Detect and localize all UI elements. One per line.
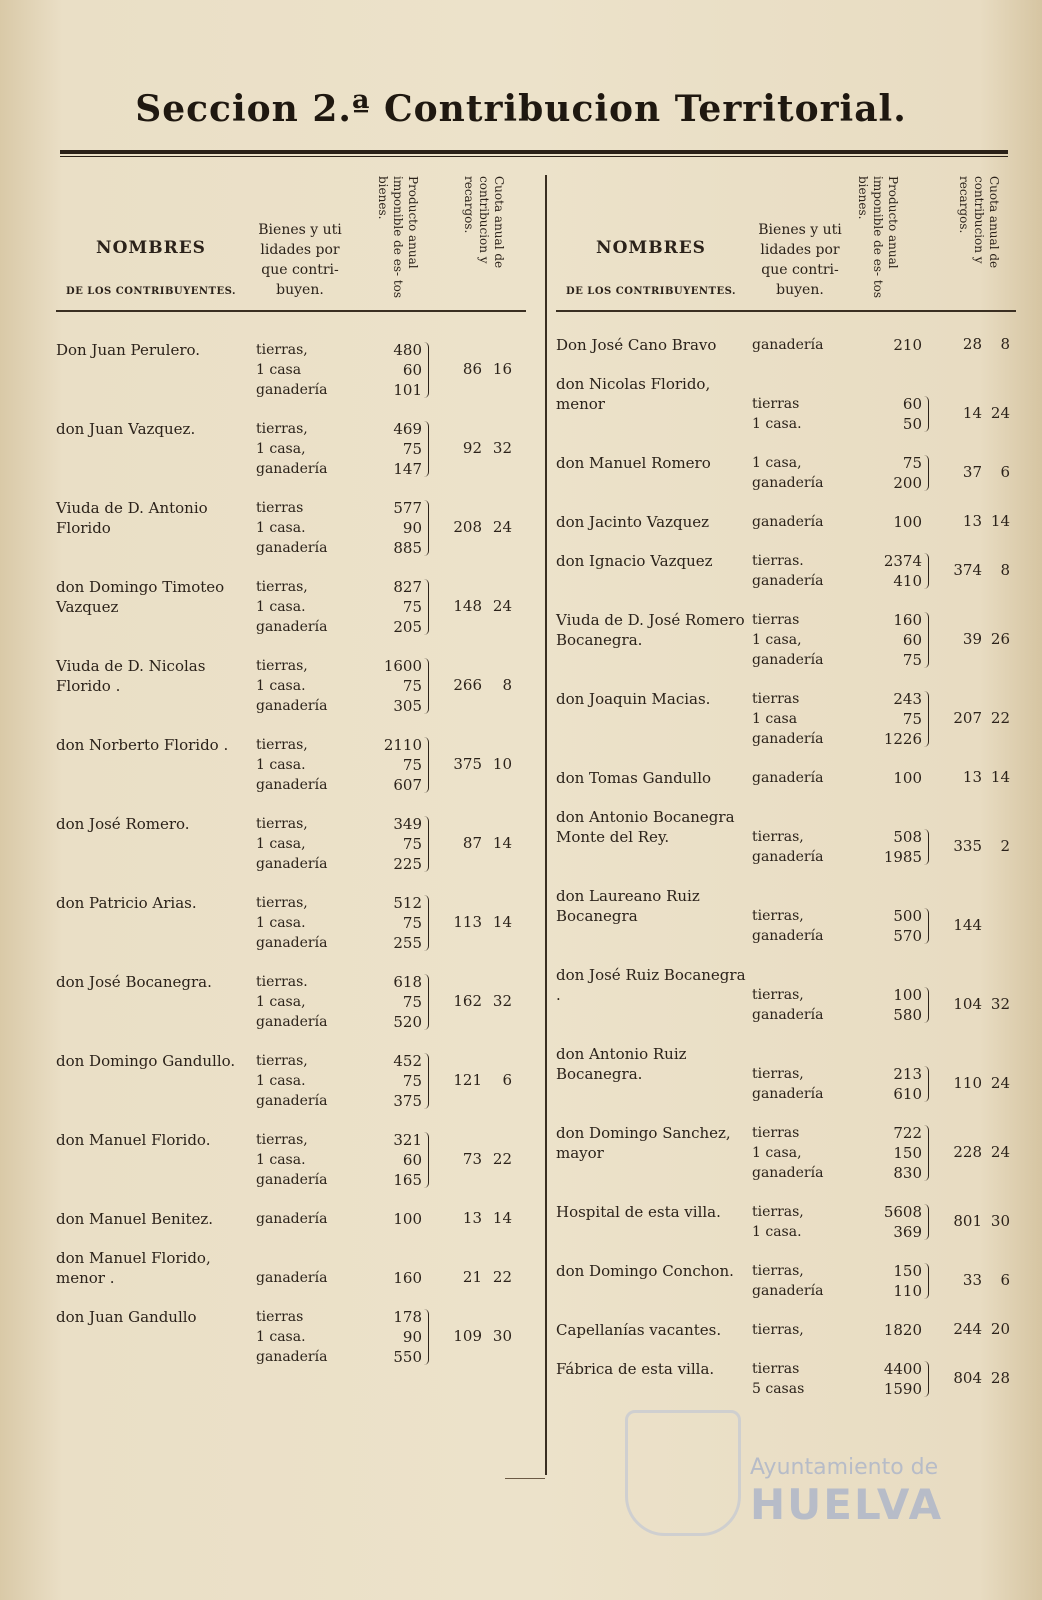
producto-value: 520 [393, 1013, 422, 1031]
producto-value: 90 [402, 1328, 422, 1346]
contributor-name: Don Juan Perulero. [56, 341, 201, 359]
bienes-item: ganadería [256, 1172, 328, 1188]
bienes-item: tierras, [256, 342, 308, 358]
producto-value: 1590 [883, 1380, 922, 1398]
header-cuota: Cuota anual de contribucion y recargos. [957, 176, 1001, 269]
contributor-name: Viuda de D. Antonio Florido [56, 499, 208, 537]
brace [424, 895, 429, 951]
bienes-item: tierras [752, 1361, 800, 1377]
bienes-item: ganadería [256, 540, 328, 556]
producto-value: 90 [402, 519, 422, 537]
producto-value: 2374 [883, 552, 922, 570]
contributor-name: don Joaquin Macias. [556, 690, 711, 708]
cuota-reales: 207 [953, 709, 982, 727]
cuota-maravedis: 8 [1000, 561, 1010, 579]
cuota-maravedis: 14 [492, 913, 512, 931]
brace [424, 579, 429, 635]
watermark-seal [625, 1410, 741, 1536]
cuota-maravedis: 10 [492, 755, 512, 773]
bienes-item: ganadería [752, 1283, 824, 1299]
producto-value: 830 [893, 1164, 922, 1182]
producto-value: 375 [393, 1092, 422, 1110]
producto-value: 500 [893, 907, 922, 925]
producto-value: 1820 [883, 1321, 922, 1339]
header-bienes: Bienes y uti lidades por que contri- buyen. [258, 222, 342, 298]
watermark [750, 1455, 950, 1529]
bienes-item: ganadería [256, 935, 328, 951]
cuota-maravedis: 16 [492, 360, 512, 378]
producto-value: 885 [393, 539, 422, 557]
cuota-reales: 375 [453, 755, 482, 773]
bienes-item: 1 casa. [256, 1073, 306, 1089]
bienes-item: 1 casa. [256, 1152, 306, 1168]
brace [424, 421, 429, 477]
bienes-item: ganadería [256, 856, 328, 872]
table-header [56, 170, 526, 312]
producto-value: 1600 [383, 657, 422, 675]
producto-value: 607 [393, 776, 422, 794]
bottom-mark [505, 1478, 545, 1479]
producto-value: 75 [402, 440, 422, 458]
contributor-name: don José Bocanegra. [56, 973, 212, 991]
brace [924, 987, 929, 1023]
producto-value: 480 [393, 341, 422, 359]
bienes-item: tierras, [256, 737, 308, 753]
cuota-reales: 109 [453, 1327, 482, 1345]
brace [424, 1309, 429, 1365]
producto-value: 110 [893, 1282, 922, 1300]
producto-value: 60 [902, 631, 922, 649]
cuota-maravedis: 22 [990, 709, 1010, 727]
producto-value: 160 [393, 1269, 422, 1287]
contributor-name: Viuda de D. Nicolas Florido . [56, 657, 206, 695]
bienes-item: tierras [256, 500, 304, 516]
bienes-item: tierras, [752, 1263, 804, 1279]
cuota-reales: 87 [462, 834, 482, 852]
bienes-item: ganadería [256, 382, 328, 398]
cuota-reales: 21 [462, 1268, 482, 1286]
bienes-item: 1 casa. [256, 757, 306, 773]
brace [424, 1053, 429, 1109]
bienes-item: ganadería [752, 573, 824, 589]
header-contribuyentes: DE LOS CONTRIBUYENTES. [566, 286, 736, 297]
producto-value: 100 [393, 1210, 422, 1228]
brace [424, 658, 429, 714]
bienes-item: ganadería [752, 1086, 824, 1102]
producto-value: 75 [402, 598, 422, 616]
bienes-item: tierras, [256, 421, 308, 437]
watermark-line1: Ayuntamiento de [750, 1455, 939, 1480]
cuota-reales: 374 [953, 561, 982, 579]
bienes-item: 1 casa, [256, 836, 306, 852]
producto-value: 147 [393, 460, 422, 478]
bienes-item: ganadería [256, 461, 328, 477]
cuota-reales: 14 [962, 404, 982, 422]
contributor-name: don José Ruiz Bocanegra . [556, 966, 746, 1004]
cuota-reales: 39 [962, 630, 982, 648]
brace [924, 1263, 929, 1299]
bienes-item: 1 casa. [256, 915, 306, 931]
contributor-name: don Manuel Romero [556, 454, 711, 472]
producto-value: 225 [393, 855, 422, 873]
producto-value: 213 [893, 1065, 922, 1083]
brace [924, 1125, 929, 1181]
bienes-item: ganadería [752, 652, 824, 668]
cuota-maravedis: 14 [990, 768, 1010, 786]
cuota-maravedis: 6 [502, 1071, 512, 1089]
cuota-maravedis: 6 [1000, 463, 1010, 481]
cuota-reales: 13 [962, 512, 982, 530]
producto-value: 75 [402, 756, 422, 774]
bienes-item: tierras, [752, 1322, 804, 1338]
producto-value: 160 [893, 611, 922, 629]
cuota-reales: 335 [953, 837, 982, 855]
producto-value: 305 [393, 697, 422, 715]
bienes-item: 1 casa, [752, 632, 802, 648]
bienes-item: tierras [752, 612, 800, 628]
contributor-name: don Juan Vazquez. [56, 420, 196, 438]
contributor-name: don Manuel Florido, menor . [56, 1249, 211, 1287]
brace [424, 737, 429, 793]
producto-value: 5608 [883, 1203, 922, 1221]
bienes-item: ganadería [256, 698, 328, 714]
producto-value: 618 [393, 973, 422, 991]
bienes-item: ganadería [256, 1349, 328, 1365]
brace [924, 691, 929, 747]
producto-value: 570 [893, 927, 922, 945]
bienes-item: tierras, [256, 658, 308, 674]
header-names: NOMBRES [96, 238, 206, 258]
producto-value: 2110 [383, 736, 422, 754]
producto-value: 165 [393, 1171, 422, 1189]
bienes-item: 1 casa. [752, 1224, 802, 1240]
bienes-item: ganadería [256, 619, 328, 635]
cuota-reales: 244 [953, 1320, 982, 1338]
bienes-item: 1 casa. [752, 416, 802, 432]
producto-value: 452 [393, 1052, 422, 1070]
right-table [556, 170, 1016, 1398]
producto-value: 150 [893, 1262, 922, 1280]
cuota-maravedis: 32 [492, 439, 512, 457]
column-divider [545, 175, 547, 1475]
bienes-item: tierras, [752, 1204, 804, 1220]
brace [424, 1132, 429, 1188]
cuota-reales: 228 [953, 1143, 982, 1161]
table-header [556, 170, 1016, 312]
contributor-name: don Antonio Ruiz Bocanegra. [556, 1045, 687, 1083]
bienes-item: tierras, [256, 895, 308, 911]
producto-value: 60 [402, 361, 422, 379]
brace [924, 829, 929, 865]
producto-value: 178 [393, 1308, 422, 1326]
cuota-reales: 266 [453, 676, 482, 694]
cuota-reales: 113 [453, 913, 482, 931]
producto-value: 580 [893, 1006, 922, 1024]
contributor-name: don Ignacio Vazquez [556, 552, 713, 570]
contributor-name: don Manuel Florido. [56, 1131, 211, 1149]
bienes-item: tierras. [752, 553, 804, 569]
brace [424, 816, 429, 872]
producto-value: 243 [893, 690, 922, 708]
header-cuota: Cuota anual de contribucion y recargos. [462, 176, 506, 269]
bienes-item: ganadería [256, 1093, 328, 1109]
cuota-reales: 33 [962, 1271, 982, 1289]
contributor-name: don José Romero. [56, 815, 190, 833]
cuota-reales: 804 [953, 1369, 982, 1387]
brace [924, 1066, 929, 1102]
title-rule [60, 150, 1008, 154]
bienes-item: 1 casa, [256, 994, 306, 1010]
producto-value: 4400 [883, 1360, 922, 1378]
cuota-maravedis: 22 [492, 1150, 512, 1168]
bienes-item: tierras [752, 396, 800, 412]
producto-value: 508 [893, 828, 922, 846]
bienes-item: 1 casa [752, 711, 798, 727]
producto-value: 722 [893, 1124, 922, 1142]
bienes-item: ganadería [752, 770, 824, 786]
brace [924, 908, 929, 944]
bienes-item: 1 casa, [256, 441, 306, 457]
header-bienes: Bienes y uti lidades por que contri- buyen. [758, 222, 842, 298]
brace [424, 342, 429, 398]
cuota-maravedis: 30 [492, 1327, 512, 1345]
producto-value: 100 [893, 986, 922, 1004]
bienes-item: tierras, [256, 1053, 308, 1069]
cuota-maravedis: 14 [492, 1209, 512, 1227]
bienes-item: 1 casa. [256, 1329, 306, 1345]
producto-value: 827 [393, 578, 422, 596]
contributor-name: don Tomas Gandullo [556, 769, 712, 787]
cuota-reales: 37 [962, 463, 982, 481]
bienes-item: ganadería [752, 849, 824, 865]
bienes-item: tierras, [752, 908, 804, 924]
cuota-maravedis: 8 [502, 676, 512, 694]
contributor-name: don Nicolas Florido, menor [556, 375, 711, 413]
producto-value: 469 [393, 420, 422, 438]
brace [924, 553, 929, 589]
producto-value: 60 [402, 1151, 422, 1169]
cuota-reales: 104 [953, 995, 982, 1013]
cuota-reales: 86 [462, 360, 482, 378]
producto-value: 321 [393, 1131, 422, 1149]
brace [924, 455, 929, 491]
bienes-item: tierras [256, 1309, 304, 1325]
cuota-maravedis: 20 [990, 1320, 1010, 1338]
producto-value: 75 [902, 710, 922, 728]
bienes-item: 1 casa, [752, 1145, 802, 1161]
producto-value: 75 [902, 454, 922, 472]
cuota-maravedis: 24 [990, 404, 1010, 422]
producto-value: 100 [893, 769, 922, 787]
bienes-item: ganadería [752, 337, 824, 353]
bienes-item: ganadería [752, 928, 824, 944]
cuota-maravedis: 14 [492, 834, 512, 852]
contributor-name: don Antonio Bocanegra Monte del Rey. [556, 808, 735, 846]
producto-value: 101 [393, 381, 422, 399]
producto-value: 577 [393, 499, 422, 517]
contributor-name: don Manuel Benitez. [56, 1210, 214, 1228]
bienes-item: 1 casa. [256, 599, 306, 615]
bienes-item: 1 casa. [256, 520, 306, 536]
bienes-item: ganadería [752, 731, 824, 747]
cuota-maravedis: 28 [990, 1369, 1010, 1387]
producto-value: 550 [393, 1348, 422, 1366]
cuota-maravedis: 14 [990, 512, 1010, 530]
bienes-item: ganadería [256, 1014, 328, 1030]
bienes-item: tierras, [752, 987, 804, 1003]
bienes-item: ganadería [752, 514, 824, 530]
bienes-item: tierras, [256, 1132, 308, 1148]
contributor-name: Hospital de esta villa. [556, 1203, 721, 1221]
producto-value: 410 [893, 572, 922, 590]
contributor-name: Fábrica de esta villa. [556, 1360, 715, 1378]
brace [924, 396, 929, 432]
contributor-name: don Patricio Arias. [56, 894, 197, 912]
producto-value: 100 [893, 513, 922, 531]
title-rule-thin [60, 156, 1008, 157]
header-names: NOMBRES [596, 238, 706, 258]
producto-value: 349 [393, 815, 422, 833]
brace [424, 500, 429, 556]
contributor-name: don Domingo Sanchez, mayor [556, 1124, 731, 1162]
cuota-reales: 13 [962, 768, 982, 786]
cuota-maravedis: 6 [1000, 1271, 1010, 1289]
contributor-name: don Laureano Ruiz Bocanegra [556, 887, 700, 925]
cuota-maravedis: 2 [1000, 837, 1010, 855]
bienes-item: ganadería [256, 1270, 328, 1286]
brace [924, 1204, 929, 1240]
cuota-reales: 110 [953, 1074, 982, 1092]
producto-value: 75 [902, 651, 922, 669]
bienes-item: tierras [752, 691, 800, 707]
producto-value: 205 [393, 618, 422, 636]
bienes-item: ganadería [256, 777, 328, 793]
cuota-reales: 208 [453, 518, 482, 536]
cuota-maravedis: 24 [990, 1074, 1010, 1092]
cuota-maravedis: 8 [1000, 335, 1010, 353]
bienes-item: 1 casa [256, 362, 302, 378]
cuota-reales: 148 [453, 597, 482, 615]
producto-value: 75 [402, 1072, 422, 1090]
producto-value: 50 [902, 415, 922, 433]
bienes-item: ganadería [752, 475, 824, 491]
bienes-item: tierras, [752, 1066, 804, 1082]
brace [924, 612, 929, 668]
bienes-item: 5 casas [752, 1381, 805, 1397]
bienes-item: tierras, [256, 579, 308, 595]
producto-value: 60 [902, 395, 922, 413]
cuota-maravedis: 32 [990, 995, 1010, 1013]
watermark-line2: HUELVA [750, 1480, 944, 1529]
cuota-reales: 121 [453, 1071, 482, 1089]
bienes-item: tierras. [256, 974, 308, 990]
contributor-name: don Jacinto Vazquez [556, 513, 710, 531]
brace [924, 1361, 929, 1397]
cuota-maravedis: 30 [990, 1212, 1010, 1230]
brace [424, 974, 429, 1030]
contributor-name: Viuda de D. José Romero Bocanegra. [556, 611, 745, 649]
producto-value: 150 [893, 1144, 922, 1162]
contributor-name: don Norberto Florido . [56, 736, 229, 754]
cuota-maravedis: 32 [492, 992, 512, 1010]
left-table [56, 170, 526, 1366]
cuota-maravedis: 26 [990, 630, 1010, 648]
bienes-item: tierras [752, 1125, 800, 1141]
bienes-item: 1 casa. [256, 678, 306, 694]
contributor-name: don Domingo Gandullo. [56, 1052, 236, 1070]
contributor-name: don Juan Gandullo [56, 1308, 197, 1326]
header-producto: Producto anual imponible de es- tos bienes. [856, 176, 900, 299]
producto-value: 512 [393, 894, 422, 912]
producto-value: 369 [893, 1223, 922, 1241]
producto-value: 75 [402, 835, 422, 853]
cuota-maravedis: 22 [492, 1268, 512, 1286]
bienes-item: ganadería [256, 1211, 328, 1227]
cuota-reales: 13 [462, 1209, 482, 1227]
header-contribuyentes: DE LOS CONTRIBUYENTES. [66, 286, 236, 297]
header-producto: Producto anual imponible de es- tos bienes. [376, 176, 420, 299]
producto-value: 1226 [883, 730, 922, 748]
bienes-item: ganadería [752, 1165, 824, 1181]
producto-value: 75 [402, 914, 422, 932]
producto-value: 200 [893, 474, 922, 492]
contributor-name: don Domingo Timoteo Vazquez [56, 578, 225, 616]
cuota-maravedis: 24 [492, 518, 512, 536]
bienes-item: tierras, [752, 829, 804, 845]
bienes-item: tierras, [256, 816, 308, 832]
cuota-reales: 801 [953, 1212, 982, 1230]
cuota-maravedis: 24 [990, 1143, 1010, 1161]
cuota-maravedis: 24 [492, 597, 512, 615]
cuota-reales: 92 [462, 439, 482, 457]
producto-value: 255 [393, 934, 422, 952]
bienes-item: 1 casa, [752, 455, 802, 471]
cuota-reales: 162 [453, 992, 482, 1010]
producto-value: 610 [893, 1085, 922, 1103]
contributor-name: Don José Cano Bravo [556, 336, 717, 354]
cuota-reales: 73 [462, 1150, 482, 1168]
contributor-name: don Domingo Conchon. [556, 1262, 734, 1280]
bienes-item: ganadería [752, 1007, 824, 1023]
page-title: Seccion 2.ª Contribucion Territorial. [135, 88, 907, 130]
producto-value: 1985 [883, 848, 922, 866]
cuota-reales: 28 [962, 335, 982, 353]
contributor-name: Capellanías vacantes. [556, 1321, 722, 1339]
producto-value: 75 [402, 993, 422, 1011]
cuota-reales: 144 [953, 916, 982, 934]
producto-value: 210 [893, 336, 922, 354]
producto-value: 75 [402, 677, 422, 695]
